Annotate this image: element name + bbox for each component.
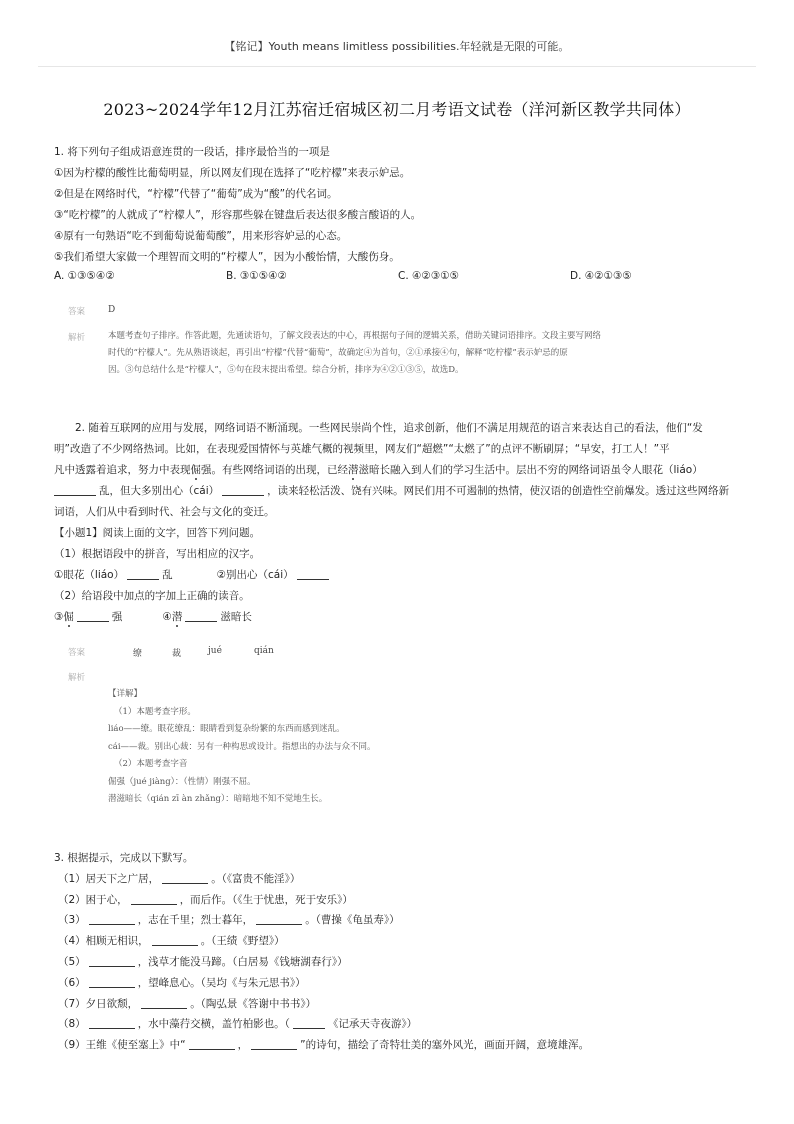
subquestion-1: （1）根据语段中的拼音，写出相应的汉字。: [54, 548, 261, 560]
blank-1[interactable]: [127, 568, 159, 580]
recite-item-6: [54, 973, 589, 994]
sentence-3: ③“吃柠檬”的人就成了“柠檬人”，形容那些躲在键盘后表达很多酸言酸语的人。: [54, 209, 422, 221]
explanation-label: 解析: [68, 333, 86, 343]
passage-text: 滋暗长融入到人们的学习生活中。层出不穷的网络词语虽令人眼花（liáo）: [358, 464, 703, 476]
item-text: 。（曹操《龟虽寿》）: [305, 914, 400, 927]
option-d[interactable]: D. ④②①③⑤: [570, 270, 632, 282]
recite-item-3: [54, 910, 589, 931]
blank[interactable]: [89, 1017, 135, 1029]
question-1-stem: 1. 将下列句子组成语意连贯的一段话，排序最恰当的一项是: [54, 146, 330, 158]
blank[interactable]: [141, 997, 187, 1009]
answer-value-2: 裁: [172, 649, 182, 659]
item-text: （3）: [58, 914, 86, 927]
explanation-line: liáo——缭。眼花缭乱：眼睛看到复杂纷繁的东西而感到迷乱。: [108, 724, 345, 734]
blank[interactable]: [189, 1038, 235, 1050]
blank-4[interactable]: [185, 610, 217, 622]
answer-value: D: [108, 305, 116, 315]
passage-line: 词语，人们从中看到时代、社会与文化的变迁。: [54, 506, 275, 518]
blank[interactable]: [89, 913, 135, 925]
passage-line: 2. 随着互联网的应用与发展，网络词语不断涌现。一些网民崇尚个性，追求创新，他们不满足用规范的语言来表达自己的看法，他们“发: [75, 422, 703, 434]
explanation-label: 解析: [68, 673, 86, 683]
recite-item-2: [54, 890, 589, 911]
blank-2[interactable]: [297, 568, 329, 580]
item-text: 。（《富贵不能淫》）: [211, 872, 301, 885]
item-text: 滋暗长: [220, 611, 252, 623]
item-text: ，: [237, 1039, 249, 1052]
item-cai: ②别出心（cái）: [216, 569, 294, 581]
answer-label: 答案: [68, 648, 86, 658]
subquestion-2: （2）给语段中加点的字加上正确的读音。: [54, 590, 250, 602]
subquestion-heading: 【小题1】阅读上面的文字，回答下列问题。: [54, 527, 261, 539]
item-text: ，而后作。（《生于忧患，死于安乐》）: [179, 893, 353, 906]
item-num: ③: [54, 611, 64, 623]
item-text: ，水中藻荇交横，盖竹柏影也。（: [137, 1018, 290, 1031]
item-text: ，志在千里；烈士暮年，: [137, 914, 254, 927]
item-text: （5）: [58, 955, 86, 968]
answer-value-1: 缭: [133, 649, 143, 659]
item-text: （8）: [58, 1018, 86, 1031]
item-text: 《记承天寺夜游》）: [327, 1018, 418, 1031]
blank-3[interactable]: [77, 610, 109, 622]
answer-value-3: jué: [208, 646, 222, 656]
item-text: （7）夕日欲颓，: [58, 997, 139, 1010]
blank[interactable]: [89, 955, 135, 967]
option-a[interactable]: A. ①③⑤④②: [54, 270, 115, 282]
passage-text: 强。有些网络词语的出现，已经: [201, 464, 348, 476]
sentence-5: ⑤我们希望大家做一个理智而文明的“柠檬人”，因为小酸怡情，大酸伤身。: [54, 251, 400, 263]
explanation: [108, 328, 601, 379]
answer-value-4: qián: [254, 646, 274, 656]
sentence-4: ④原有一句熟语“吃不到葡萄说葡萄酸”，用来形容妒忌的心态。: [54, 230, 348, 242]
item-text: （2）困于心，: [58, 893, 128, 906]
item-text: ，望峰息心。（吴均《与朱元思书》）: [137, 976, 306, 989]
item-text: ，浅草才能没马蹄。（白居易《钱塘湖春行》）: [137, 955, 348, 968]
dotted-char: 潜: [348, 464, 359, 476]
item-text: （6）: [58, 976, 86, 989]
explanation-line: （2）本题考查字音: [114, 759, 188, 769]
motto-banner: 【铭记】Youth means limitless possibilities.年轻就是无限的可能。: [224, 40, 570, 53]
question-1-options: [54, 270, 714, 286]
blank-liao[interactable]: [54, 484, 96, 496]
item-text: 强: [111, 611, 123, 623]
option-c[interactable]: C. ④②③①⑤: [398, 270, 460, 282]
item-text: ”的诗句，描绘了奇特壮美的塞外风光，画面开阔，意境雄浑。: [300, 1039, 590, 1052]
item-text: （9）王维《使至塞上》中“: [58, 1039, 186, 1052]
question-2-passage: [54, 418, 744, 628]
passage-text: 乱，但大多别出心（cái）: [99, 485, 220, 497]
blank[interactable]: [256, 913, 302, 925]
blank[interactable]: [152, 934, 198, 946]
passage-text: ，读来轻松活泼、饶有兴味。网民们用不可遏制的热情，使汉语的创造性空前爆发。透过这些网络新: [267, 485, 730, 497]
dotted-char: 潜: [171, 611, 183, 623]
explanation-line: cái——裁。别出心裁：另有一种构思或设计。指想出的办法与众不同。: [108, 741, 376, 752]
item-text: 。（王绩《野望》）: [200, 935, 285, 948]
sentence-1: ①因为柠檬的酸性比葡萄明显，所以网友们现在选择了“吃柠檬”来表示妒忌。: [54, 167, 411, 179]
blank[interactable]: [162, 872, 208, 884]
subquestion-2-items: [54, 607, 744, 628]
recite-item-8: [54, 1014, 589, 1035]
item-liao: ①眼花（liáo）: [54, 569, 125, 581]
subquestion-1-items: [54, 565, 744, 586]
recite-item-9: [54, 1035, 589, 1056]
passage-text: 凡中透露着追求，努力中表现: [54, 464, 191, 476]
answer-label: 答案: [68, 307, 86, 317]
question-3-stem: 3. 根据提示，完成以下默写。: [54, 852, 194, 864]
blank[interactable]: [251, 1038, 297, 1050]
explanation-line: 因。③句总结什么是“柠檬人”，⑤句在段末提出希望。综合分析，排序为④②①③⑤，故选D。: [108, 365, 464, 375]
blank-cai[interactable]: [222, 484, 264, 496]
explanation-line: 时代的“柠檬人”。先从熟语谈起，再引出“柠檬”代替“葡萄”，故确定④为首句，②①承接④句，解释“吃柠檬”表示妒忌的原: [108, 348, 568, 358]
item-text: （1）居天下之广居，: [58, 872, 160, 885]
item-num: ④: [162, 611, 172, 623]
explanation-line: 本题考查句子排序。作答此题，先通读语句，了解文段表达的中心，再根据句子间的逻辑关系，借助关键词语排序。文段主要写网络: [108, 331, 602, 341]
recite-item-5: [54, 952, 589, 973]
item-text: （4）相顾无相识，: [58, 935, 149, 948]
dotted-char: 倔: [63, 611, 74, 623]
blank[interactable]: [293, 1017, 325, 1029]
recite-item-4: [54, 931, 589, 952]
header-divider: [38, 66, 756, 67]
blank[interactable]: [131, 893, 177, 905]
explanation-detail: [108, 686, 376, 809]
question-1: [54, 142, 421, 268]
page-title: 2023~2024学年12月江苏宿迁宿城区初二月考语文试卷（洋河新区教学共同体）: [103, 100, 691, 119]
recite-item-7: [54, 994, 589, 1015]
explanation-line: 倔强（jué jiàng）：（性情）刚强不屈。: [108, 776, 256, 787]
passage-line: 明”改造了不少网络热词。比如，在表现爱国情怀与英雄气概的视频里，网友们“超燃”“太燃了”的点评不断刷屏；“早安，打工人！”平: [54, 443, 670, 455]
sentence-2: ②但是在网络时代，“柠檬”代替了“葡萄”成为“酸”的代名词。: [54, 188, 338, 200]
explanation-line: 【详解】: [108, 689, 143, 699]
explanation-line: （1）本题考查字形。: [114, 706, 196, 717]
passage-line: [54, 460, 744, 481]
recite-item-1: [54, 869, 589, 890]
explanation-line: 潜滋暗长（qián zī àn zhǎng）：暗暗地不知不觉地生长。: [108, 794, 328, 804]
item-text: 乱: [162, 569, 173, 581]
question-3: [54, 848, 589, 1056]
item-text: 。（陶弘景《答谢中书书》）: [190, 997, 317, 1010]
blank[interactable]: [89, 976, 135, 988]
dotted-char: 倔: [190, 464, 201, 476]
option-b[interactable]: B. ③①⑤④②: [226, 270, 287, 282]
passage-line: [54, 481, 744, 502]
